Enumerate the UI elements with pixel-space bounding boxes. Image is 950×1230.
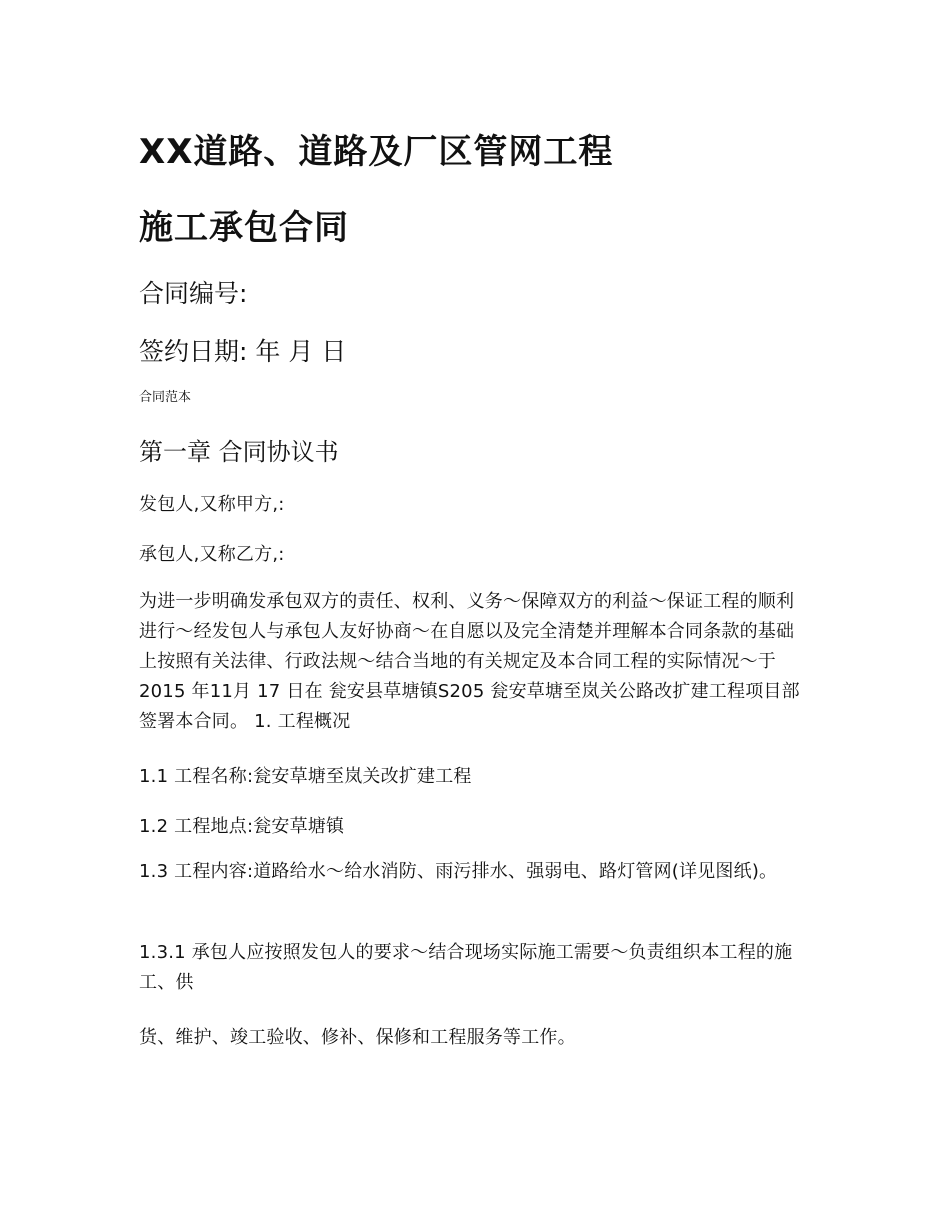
item-1-1: 1.1 工程名称:瓮安草塘至岚关改扩建工程 (139, 766, 472, 787)
item-1-3: 1.3 工程内容:道路给水～给水消防、雨污排水、强弱电、路灯管网(详见图纸)。 (139, 861, 778, 882)
item-1-2: 1.2 工程地点:瓮安草塘镇 (139, 816, 345, 837)
chapter-title: 第一章 合同协议书 (139, 438, 339, 466)
document-title-line2: 施工承包合同 (139, 208, 349, 248)
intro-paragraph: 为进一步明确发承包双方的责任、权利、义务～保障双方的利益～保证工程的顺利进行～经发包人与承包人友好协商～在自愿以及完全清楚并理解本合同条款的基础上按照有关法律、行政法规～结合当地的有关规定及本合同工程的实际情况～于 2015 年11月 17 日在 瓮安县草塘镇S205 瓮安草塘至岚关公路改扩建工程项目部 签署本合同。 1. 工程概况 (139, 591, 800, 732)
item-1-3-1-continuation: 货、维护、竣工验收、修补、保修和工程服务等工作。 (139, 1027, 576, 1048)
item-1-3-1: 1.3.1 承包人应按照发包人的要求～结合现场实际施工需要～负责组织本工程的施工、供 (139, 942, 793, 993)
party-b-line: 承包人,又称乙方,: (139, 544, 285, 565)
party-a-line: 发包人,又称甲方,: (139, 494, 285, 515)
template-note: 合同范本 (139, 390, 192, 405)
document-title-line1: XX道路、道路及厂区管网工程 (139, 132, 614, 172)
signing-date-label: 签约日期: 年 月 日 (139, 337, 347, 366)
contract-number-label: 合同编号: (139, 279, 248, 308)
